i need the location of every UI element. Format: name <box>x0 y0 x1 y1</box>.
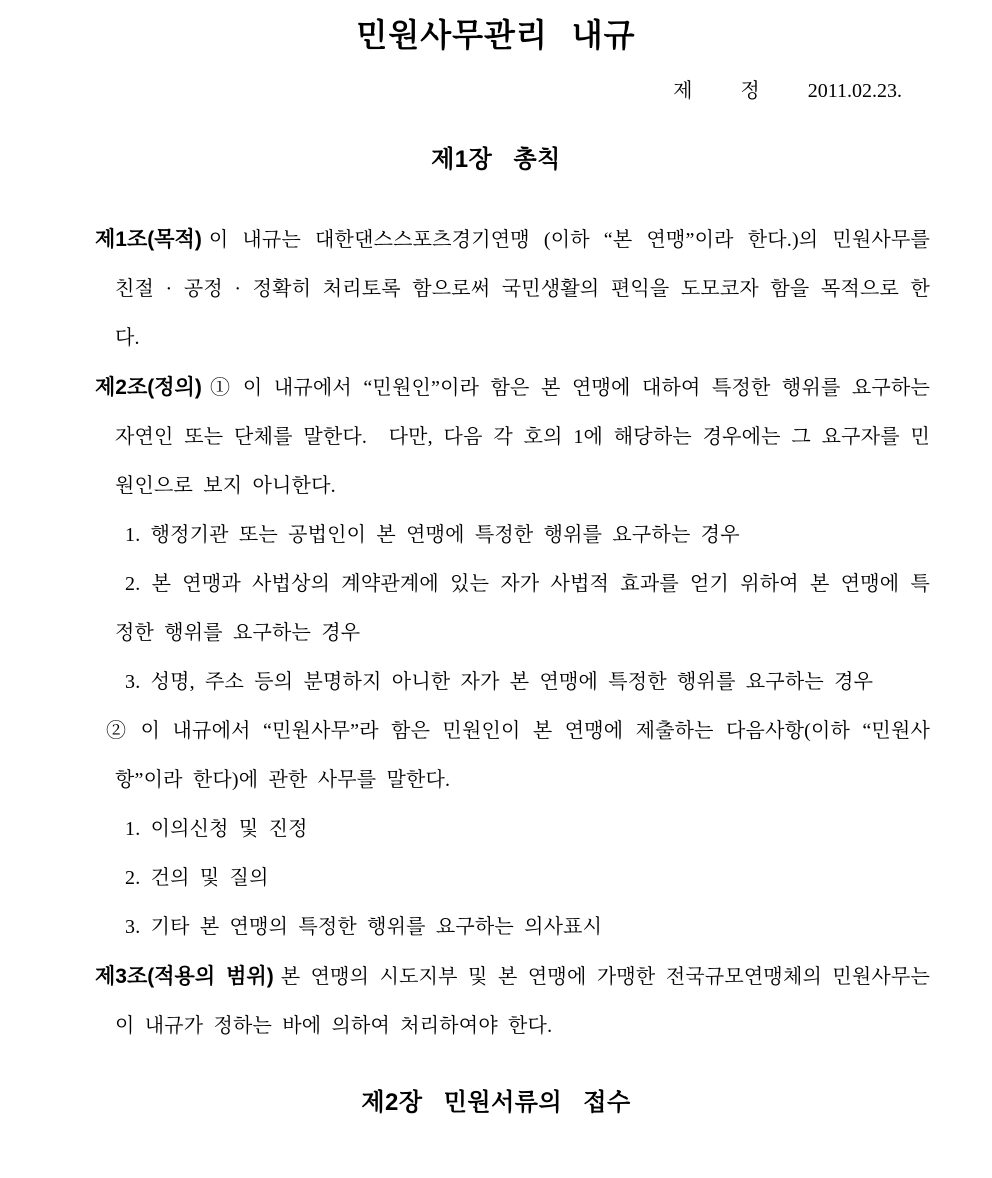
paragraph-text: ② 이 내규에서 “민원사무”라 함은 민원인이 본 연맹에 제출하는 다음사항(이하 “민원사항”이라 한다)에 관한 사무를 말한다. <box>106 720 930 791</box>
enactment-label-je: 제 <box>673 80 693 102</box>
paragraph-text: 2. 본 연맹과 사법상의 계약관계에 있는 자가 사법적 효과를 얻기 위하여 본 연맹에 특정한 행위를 요구하는 경우 <box>115 573 930 644</box>
chapter-1-heading: 제1장 총칙 <box>431 146 561 173</box>
list-item <box>95 658 930 707</box>
enactment-date: 2011.02.23. <box>807 80 902 102</box>
list-item <box>95 854 930 903</box>
paragraph-text: 3. 기타 본 연맹의 특정한 행위를 요구하는 의사표시 <box>125 916 603 938</box>
paragraph-text: ① 이 내규에서 “민원인”이라 함은 본 연맹에 대하여 특정한 행위를 요구하는 자연인 또는 단체를 말한다. 다만, 다음 각 호의 1에 해당하는 경우에는 그 요구자를 민원인으로 보지 아니한다. <box>115 377 930 497</box>
paragraph-text: 1. 이의신청 및 진정 <box>125 818 308 840</box>
paragraph-text: 3. 성명, 주소 등의 분명하지 아니한 자가 본 연맹에 특정한 행위를 요구하는 경우 <box>125 671 874 693</box>
article-paragraph <box>95 215 930 363</box>
list-item <box>95 560 930 658</box>
article-label: 제1조(목적) <box>95 228 202 251</box>
article-paragraph <box>95 952 930 1051</box>
chapter-2-heading: 제2장 민원서류의 접수 <box>361 1089 631 1116</box>
document-body <box>0 215 992 1051</box>
paragraph-text: 2. 건의 및 질의 <box>125 867 269 889</box>
list-item <box>95 903 930 952</box>
paragraph-text: 본 연맹의 시도지부 및 본 연맹에 가맹한 전국규모연맹체의 민원사무는 이 내규가 정하는 바에 의하여 처리하여야 한다. <box>115 966 930 1037</box>
list-item <box>95 511 930 560</box>
list-item <box>95 805 930 854</box>
enactment-label-jeong: 정 <box>740 80 760 102</box>
article-label: 제2조(정의) <box>95 376 202 399</box>
document-title: 민원사무관리 내규 <box>356 17 636 53</box>
article-paragraph <box>95 363 930 511</box>
clause-paragraph <box>95 707 930 805</box>
paragraph-text: 1. 행정기관 또는 공법인이 본 연맹에 특정한 행위를 요구하는 경우 <box>125 524 740 546</box>
enactment-line <box>0 80 992 102</box>
article-label: 제3조(적용의 범위) <box>95 965 274 988</box>
paragraph-text: 이 내규는 대한댄스스포츠경기연맹 (이하 “본 연맹”이라 한다.)의 민원사무를 친절 · 공정 · 정확히 처리토록 함으로써 국민생활의 편익을 도모코자 함을 목적으로 한다. <box>115 229 930 349</box>
